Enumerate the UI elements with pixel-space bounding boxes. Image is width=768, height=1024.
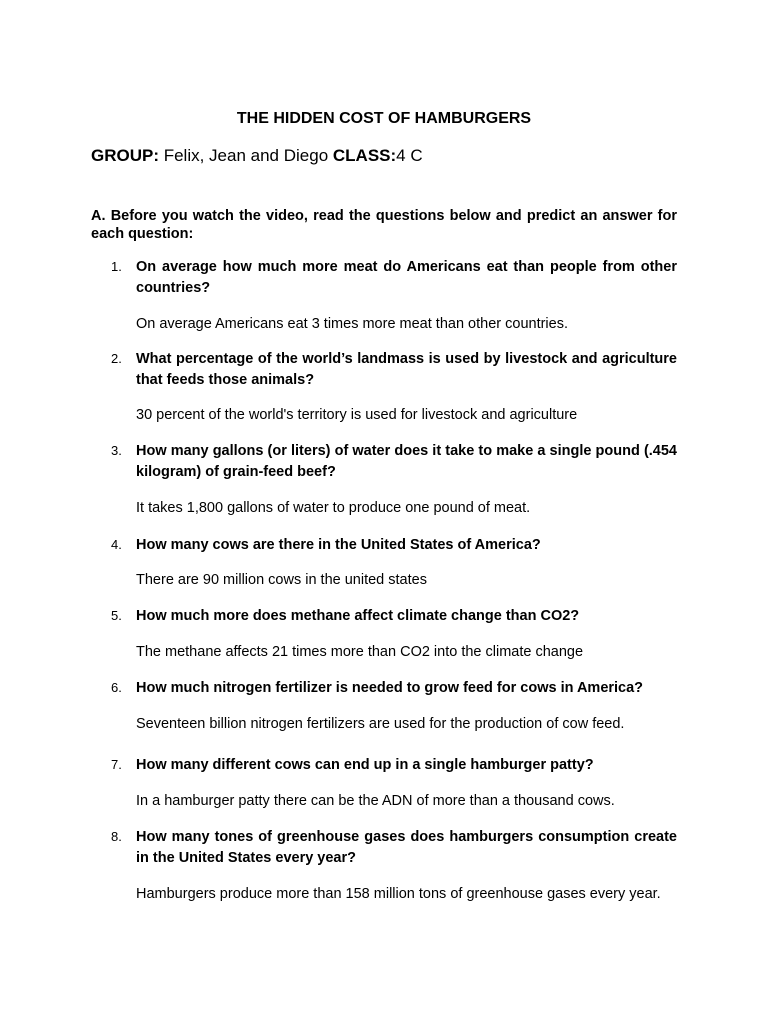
answer-text: The methane affects 21 times more than CO2 into the climate change	[136, 644, 584, 660]
answer-text: Hamburgers produce more than 158 million tons of greenhouse gases every year.	[136, 886, 661, 902]
question-number: 3.	[111, 443, 122, 458]
group-label: GROUP:	[91, 146, 159, 165]
class-value: 4 C	[396, 146, 423, 165]
answer-text: 30 percent of the world's territory is used for livestock and agriculture	[136, 407, 578, 423]
question-text: How much more does methane affect climate change than CO2?	[136, 608, 580, 624]
question-text: How many cows are there in the United States of America?	[136, 537, 541, 553]
question-text: What percentage of the world’s landmass is used by livestock and agriculture that feeds those animals?	[136, 351, 677, 388]
question-text: How many tones of greenhouse gases does hamburgers consumption create in the United States every year?	[136, 829, 677, 866]
question-number: 6.	[111, 680, 122, 695]
group-class-line	[91, 145, 423, 167]
question-number: 7.	[111, 757, 122, 772]
answer-text: In a hamburger patty there can be the ADN of more than a thousand cows.	[136, 793, 615, 809]
class-label: CLASS:	[332, 146, 397, 165]
question-text: How much nitrogen fertilizer is needed to grow feed for cows in America?	[136, 680, 644, 696]
answer-text: It takes 1,800 gallons of water to produce one pound of meat.	[136, 500, 531, 516]
question-number: 4.	[111, 537, 122, 552]
document-title: THE HIDDEN COST OF HAMBURGERS	[236, 110, 532, 127]
question-text: How many gallons (or liters) of water does it take to make a single pound (.454 kilogram) of grain-feed beef?	[136, 443, 677, 480]
answer-text: Seventeen billion nitrogen fertilizers are used for the production of cow feed.	[136, 716, 625, 732]
instructions: A. Before you watch the video, read the questions below and predict an answer for each question:	[91, 208, 677, 242]
question-text: On average how much more meat do Americans eat than people from other countries?	[136, 259, 677, 296]
question-number: 5.	[111, 608, 122, 623]
question-number: 8.	[111, 829, 122, 844]
answer-text: There are 90 million cows in the united states	[136, 572, 427, 588]
answer-text: On average Americans eat 3 times more meat than other countries.	[136, 316, 568, 332]
question-number: 2.	[111, 351, 122, 366]
question-text: How many different cows can end up in a single hamburger patty?	[136, 757, 594, 773]
group-members: Felix, Jean and Diego	[159, 146, 333, 165]
question-number: 1.	[111, 259, 122, 274]
